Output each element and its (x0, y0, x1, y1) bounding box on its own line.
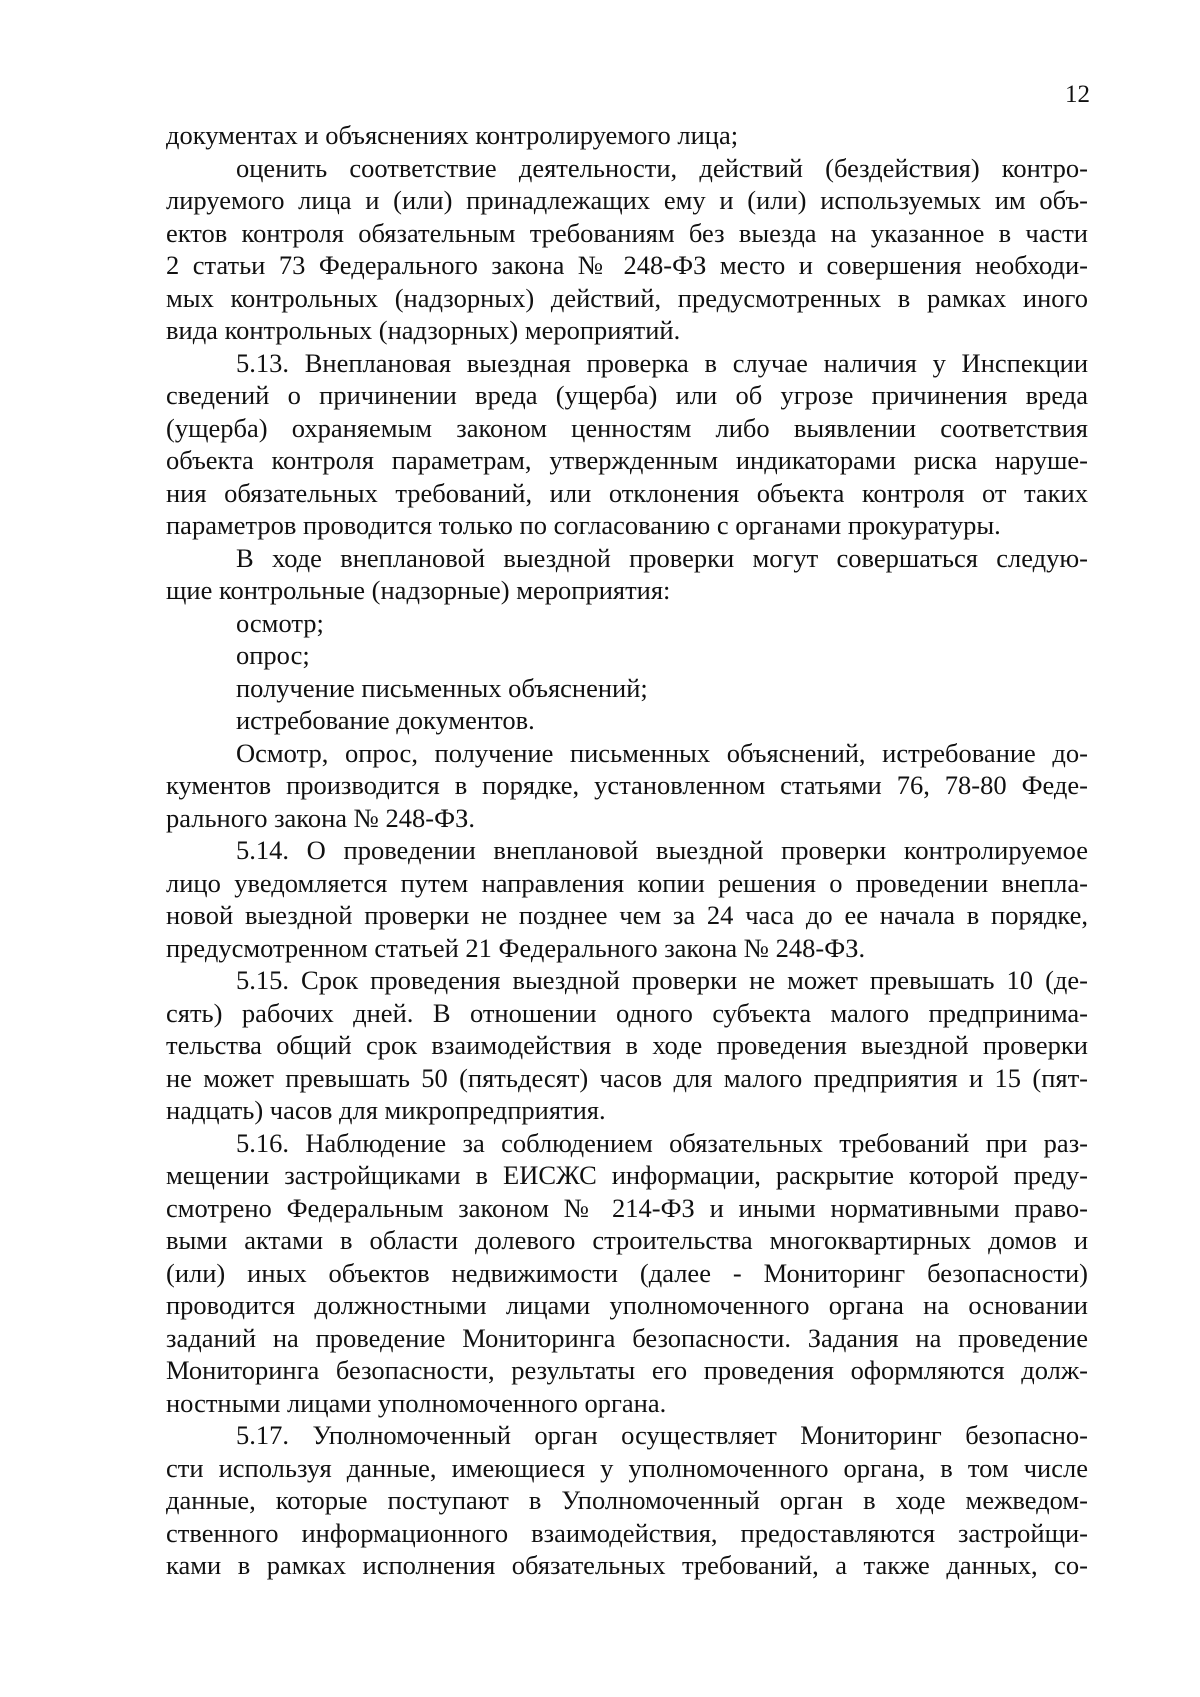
text-line: ственного информационного взаимодействия, предоставляются застройщи- (166, 1517, 1088, 1548)
text-line: лицо уведомляется путем направления копии решения о проведении внепла- (166, 867, 1088, 898)
text-line: оценить соответствие деятельности, действий (бездействия) контро- (236, 152, 1088, 183)
text-line: (ущерба) охраняемым законом ценностям либо выявлении соответствия (166, 412, 1088, 443)
text-line: получение письменных объяснений; (236, 672, 648, 703)
document-body (166, 119, 1088, 1582)
text-line: вида контрольных (надзорных) мероприятий. (166, 315, 681, 345)
text-line: параметров проводится только по согласованию с органами прокуратуры. (166, 510, 1001, 540)
text-line: данные, которые поступают в Уполномоченный орган в ходе межведом- (166, 1485, 1088, 1515)
text-line: сведений о причинении вреда (ущерба) или об угрозе причинения вреда (166, 380, 1088, 410)
text-line: 5.14. О проведении внеплановой выездной проверки контролируемое (236, 835, 1088, 865)
text-line: 5.13. Внеплановая выездная проверка в случае наличия у Инспекции (236, 347, 1088, 378)
text-line: мых контрольных (надзорных) действий, предусмотренных в рамках иного (166, 282, 1088, 313)
text-line: опрос; (236, 640, 310, 670)
text-line: ектов контроля обязательным требованиям без выезда на указанное в части (166, 217, 1088, 248)
text-line: ностными лицами уполномоченного органа. (166, 1387, 667, 1418)
text-line: кументов производится в порядке, установленном статьями 76, 78-80 Феде- (166, 770, 1088, 800)
text-line: тельства общий срок взаимодействия в ходе проведения выездной проверки (166, 1030, 1088, 1060)
text-line: проводится должностными лицами уполномоченного органа на основании (166, 1290, 1088, 1320)
text-line: В ходе внеплановой выездной проверки могут совершаться следую- (236, 542, 1088, 573)
text-line: ками в рамках исполнения обязательных требований, а также данных, со- (166, 1550, 1088, 1580)
text-line: 5.15. Срок проведения выездной проверки не может превышать 10 (де- (236, 965, 1088, 995)
text-line: ния обязательных требований, или отклонения объекта контроля от таких (166, 477, 1088, 508)
text-line: рального закона № 248-ФЗ. (166, 802, 475, 833)
text-line: осмотр; (236, 607, 324, 638)
text-line: надцать) часов для микропредприятия. (166, 1095, 606, 1125)
text-line: 5.17. Уполномоченный орган осуществляет Мониторинг безопасно- (236, 1420, 1088, 1450)
text-line: новой выездной проверки не позднее чем за 24 часа до ее начала в порядке, (166, 900, 1088, 930)
text-line: заданий на проведение Мониторинга безопасности. Задания на проведение (166, 1322, 1088, 1353)
text-line: не может превышать 50 (пятьдесят) часов для малого предприятия и 15 (пят- (166, 1062, 1088, 1093)
text-line: истребование документов. (236, 705, 535, 735)
text-line: сти используя данные, имеющиеся у уполномоченного органа, в том числе (166, 1452, 1088, 1483)
page-number: 12 (1065, 81, 1090, 108)
text-line: смотрено Федеральным законом № 214-ФЗ и иными нормативными право- (166, 1192, 1088, 1223)
text-line: лируемого лица и (или) принадлежащих ему и (или) используемых им объ- (166, 185, 1088, 215)
text-line: Мониторинга безопасности, результаты его проведения оформляются долж- (166, 1355, 1088, 1385)
text-line: 5.16. Наблюдение за соблюдением обязательных требований при раз- (236, 1127, 1088, 1158)
text-line: сять) рабочих дней. В отношении одного субъекта малого предпринима- (166, 997, 1088, 1028)
text-line: (или) иных объектов недвижимости (далее - Мониторинг безопасности) (166, 1257, 1088, 1288)
text-line: предусмотренном статьей 21 Федерального закона № 248-ФЗ. (166, 932, 866, 963)
text-line: 2 статьи 73 Федерального закона № 248-ФЗ место и совершения необходи- (166, 250, 1088, 280)
text-line: выми актами в области долевого строительства многоквартирных домов и (166, 1225, 1088, 1255)
text-line: мещении застройщиками в ЕИСЖС информации, раскрытие которой преду- (166, 1160, 1088, 1190)
text-line: Осмотр, опрос, получение письменных объяснений, истребование до- (236, 737, 1088, 768)
text-line: щие контрольные (надзорные) мероприятия: (166, 575, 671, 605)
text-line: объекта контроля параметрам, утвержденным индикаторами риска наруше- (166, 445, 1088, 475)
text-line: документах и объяснениях контролируемого лица; (166, 120, 739, 150)
